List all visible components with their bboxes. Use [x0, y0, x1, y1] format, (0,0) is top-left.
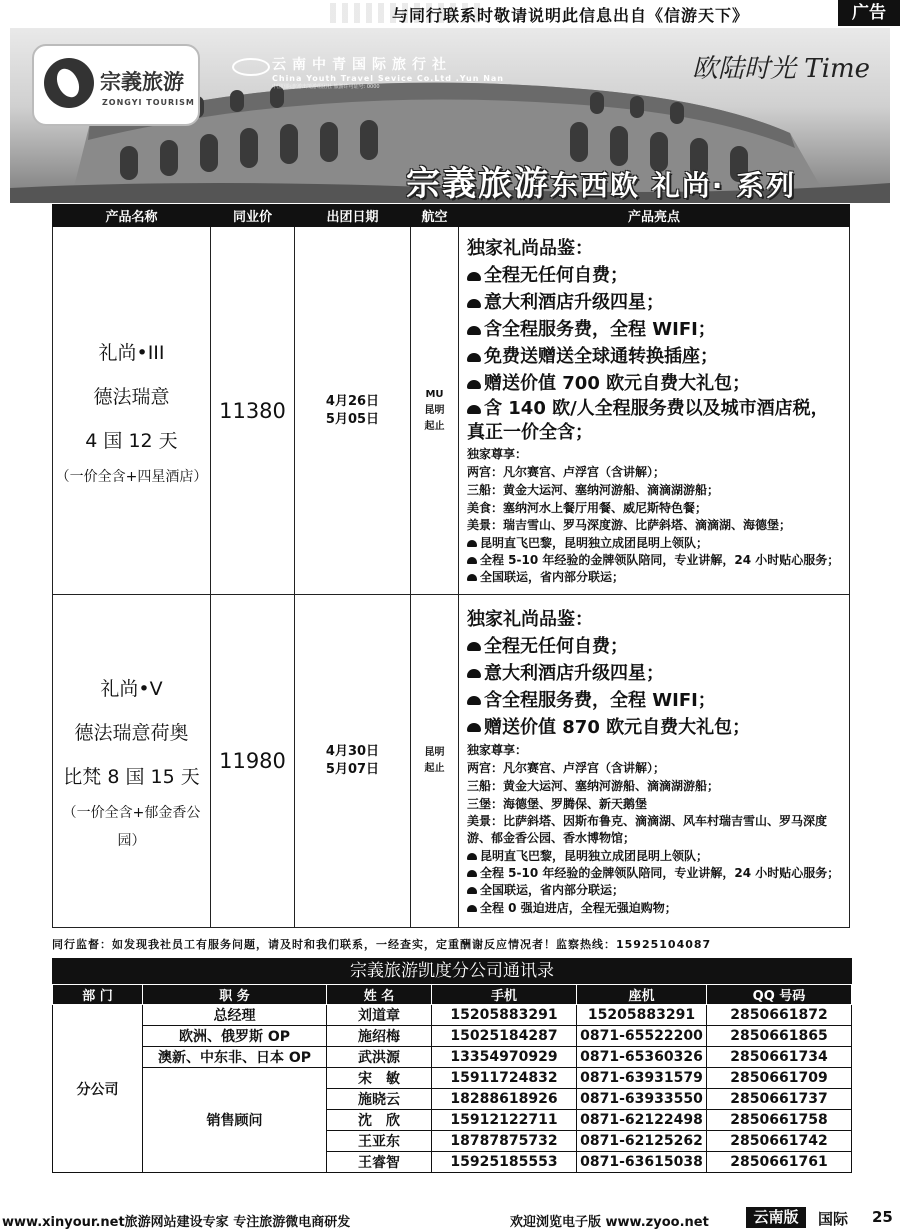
highlight-text: 赠送价值 870 欧元自费大礼包；: [484, 716, 751, 738]
col-department: 部 门: [53, 985, 143, 1005]
product-line: 4 国 12 天: [85, 429, 178, 452]
supervision-notice: 同行监督：如发现我社员工有服务问题，请及时和我们联系，一经查实，定重酬谢反应情况者！监察热线：15925104087: [52, 938, 712, 951]
contact-table: [52, 958, 852, 1173]
page-footer: [0, 1205, 900, 1230]
highlight-item: [467, 343, 841, 370]
europe-time-script: 欧陆时光 Time: [692, 54, 870, 84]
highlight-text: 免费送赠送全球通转换插座；: [484, 346, 718, 367]
highlight-item: [467, 687, 841, 714]
highlight-item: [467, 262, 841, 289]
bullet-icon: [467, 642, 481, 651]
detail-text: 全程 5-10 年经验的金牌领队陪同，专业讲解，24 小时贴心服务；: [480, 865, 840, 880]
bullet-icon: [467, 723, 481, 732]
contact-row: [53, 1005, 852, 1026]
qq-cell: 2850661742: [707, 1131, 852, 1152]
bullet-icon: [467, 574, 477, 581]
name-cell: 武洪源: [327, 1047, 432, 1068]
highlight-text: 全程无任何自费；: [484, 265, 628, 286]
zongyi-logo: [32, 44, 200, 126]
bullet-icon: [467, 540, 477, 547]
highlight-text: 全程无任何自费；: [484, 635, 628, 657]
col-date: 出团日期: [295, 205, 411, 227]
product-price: 11980: [211, 595, 295, 928]
detail-text: 全程 5-10 年经验的金牌领队陪同，专业讲解，24 小时贴心服务；: [480, 553, 840, 567]
detail-item: [467, 865, 841, 899]
agency-block: [232, 54, 504, 90]
product-price: 11380: [211, 227, 295, 595]
col-price: 同业价: [211, 205, 295, 227]
top-banner: [0, 0, 900, 26]
mobile-cell: 15205883291: [432, 1005, 577, 1026]
col-role: 职 务: [143, 985, 327, 1005]
mobile-cell: 15925185553: [432, 1152, 577, 1173]
detail-item: 美景：比萨斜塔、因斯布鲁克、滴滴湖、风车村瑞吉雪山、罗马深度游、郁金香公园、香水博物馆；: [467, 813, 828, 845]
product-name: [53, 227, 211, 595]
date: 4月30日: [325, 744, 380, 759]
detail-item: 独家尊享：: [467, 742, 528, 757]
highlight-text: 意大利酒店升级四星；: [484, 662, 664, 684]
agency-name-cn: 云南中青国际旅行社: [272, 57, 452, 73]
name-cell: 沈 欣: [327, 1110, 432, 1131]
detail-item: [467, 847, 841, 865]
name-cell: 刘道章: [327, 1005, 432, 1026]
department-cell: 分公司: [53, 1005, 143, 1173]
contact-row: [53, 1047, 852, 1068]
highlights: [459, 227, 850, 595]
mobile-cell: 13354970929: [432, 1047, 577, 1068]
qq-cell: 2850661758: [707, 1110, 852, 1131]
detail-item: 三堡：海德堡、罗腾保、新天鹅堡: [467, 796, 648, 811]
edition-badge: 云南版: [746, 1207, 806, 1228]
cyts-logo-icon: [232, 58, 270, 76]
detail-item: 两宫：凡尔赛宫、卢浮宫（含讲解）；: [467, 465, 666, 479]
role-cell: 澳新、中东非、日本 OP: [143, 1047, 327, 1068]
highlight-text: 意大利酒店升级四星；: [484, 292, 664, 313]
date: 5月07日: [325, 762, 380, 777]
qq-cell: 2850661709: [707, 1068, 852, 1089]
name-cell: 王亚东: [327, 1131, 432, 1152]
footprint-logo-icon: [44, 58, 94, 108]
col-qq: QQ 号码: [707, 985, 852, 1005]
contact-row: [53, 1068, 852, 1089]
detail-item: [467, 552, 841, 586]
bullet-icon: [467, 326, 481, 335]
phone-cell: 0871-62125262: [577, 1131, 707, 1152]
tour-row: [53, 595, 850, 928]
series-title: [406, 156, 796, 203]
bullet-icon: [467, 272, 481, 281]
agency-license: 中国国际旅游出境游组团社 旅游许可证号: 0000: [272, 84, 380, 90]
contact-header-row: [53, 985, 852, 1005]
ad-label: 广告: [838, 0, 900, 26]
logo-name: 宗義旅游: [100, 70, 184, 94]
mobile-cell: 15025184287: [432, 1026, 577, 1047]
phone-cell: 0871-65360326: [577, 1047, 707, 1068]
highlight-text: 含全程服务费，全程 WIFI；: [484, 689, 716, 711]
logo-subtitle: ZONGYI TOURISM: [102, 98, 195, 107]
bullet-icon: [467, 887, 477, 894]
detail-text: 全国联运，省内部分联运；: [480, 570, 625, 584]
departure-dates: [295, 595, 411, 928]
detail-text: 全国联运，省内部分联运；: [480, 882, 625, 897]
detail-item: [467, 899, 841, 917]
bullet-icon: [467, 353, 481, 362]
qq-cell: 2850661872: [707, 1005, 852, 1026]
bullet-icon: [467, 696, 481, 705]
name-cell: 施绍梅: [327, 1026, 432, 1047]
qq-cell: 2850661734: [707, 1047, 852, 1068]
role-cell: 销售顾问: [143, 1068, 327, 1173]
highlight-title: 独家礼尚品鉴：: [467, 238, 593, 259]
highlight-item: [467, 397, 841, 445]
col-product-name: 产品名称: [53, 205, 211, 227]
contact-title: 宗義旅游凯度分公司通讯录: [52, 958, 852, 984]
departure-dates: [295, 227, 411, 595]
bullet-icon: [467, 870, 477, 877]
detail-item: [467, 534, 841, 552]
col-airline: 航空: [411, 205, 459, 227]
mobile-cell: 18288618926: [432, 1089, 577, 1110]
name-cell: 宋 敏: [327, 1068, 432, 1089]
bullet-icon: [467, 405, 481, 414]
bullet-icon: [467, 299, 481, 308]
product-name: [53, 595, 211, 928]
product-line: 比梵 8 国 15 天: [63, 766, 200, 788]
footer-left: www.xinyour.net旅游网站建设专家 专注旅游微电商研发: [2, 1215, 351, 1230]
tour-table: [52, 204, 850, 928]
col-highlights: 产品亮点: [459, 205, 850, 227]
product-line: 礼尚•V: [100, 678, 163, 700]
series-sub: 东西欧 礼尚· 系列: [550, 169, 797, 202]
highlight-item: [467, 316, 841, 343]
airline-line: 起止: [424, 763, 445, 774]
role-cell: 欧洲、俄罗斯 OP: [143, 1026, 327, 1047]
mobile-cell: 15912122711: [432, 1110, 577, 1131]
highlights: [459, 595, 850, 928]
contact-row: [53, 1026, 852, 1047]
mobile-cell: 18787875732: [432, 1131, 577, 1152]
highlight-item: [467, 660, 841, 687]
airline: [411, 595, 459, 928]
airline-line: 昆明: [424, 747, 445, 758]
role-cell: 总经理: [143, 1005, 327, 1026]
product-line: 德法瑞意荷奥: [74, 722, 189, 744]
agency-name-en: China Youth Travel Sevice Co.Ltd .Yun Nan: [272, 74, 504, 83]
detail-text: 全程 0 强迫进店，全程无强迫购物；: [480, 900, 677, 915]
qq-cell: 2850661865: [707, 1026, 852, 1047]
airline-line: 昆明: [424, 404, 445, 416]
phone-cell: 0871-65522200: [577, 1026, 707, 1047]
highlight-item: [467, 633, 841, 660]
qq-cell: 2850661761: [707, 1152, 852, 1173]
detail-item: 美景：瑞吉雪山、罗马深度游、比萨斜塔、滴滴湖、海德堡；: [467, 518, 792, 532]
highlight-item: [467, 370, 841, 397]
source-notice: 与同行联系时敬请说明此信息出自《信游天下》: [392, 6, 750, 25]
section-label: 国际: [818, 1210, 849, 1228]
tour-row: [53, 227, 850, 595]
date: 5月05日: [325, 411, 380, 427]
phone-cell: 0871-63615038: [577, 1152, 707, 1173]
tour-header-row: [53, 205, 850, 227]
airline-line: MU: [425, 388, 444, 400]
detail-item: 独家尊享：: [467, 447, 528, 461]
bullet-icon: [467, 380, 481, 389]
col-mobile: 手机: [432, 985, 577, 1005]
date: 4月26日: [325, 393, 380, 409]
highlight-text: 赠送价值 700 欧元自费大礼包；: [484, 373, 751, 394]
detail-text: 昆明直飞巴黎，昆明独立成团昆明上领队；: [480, 848, 709, 863]
highlight-text: 含 140 欧/人全程服务费以及城市酒店税，真正一价全含；: [467, 398, 829, 443]
product-line: 德法瑞意: [93, 385, 170, 408]
detail-item: 三船：黄金大运河、塞纳河游船、滴滴湖游船；: [467, 778, 720, 793]
bullet-icon: [467, 557, 477, 564]
hero-banner: [10, 28, 890, 203]
col-name: 姓 名: [327, 985, 432, 1005]
footer-right: 欢迎浏览电子版 www.zyoo.net: [510, 1215, 709, 1230]
airline-line: 起止: [424, 420, 445, 432]
detail-text: 昆明直飞巴黎，昆明独立成团昆明上领队；: [480, 536, 709, 550]
qq-cell: 2850661737: [707, 1089, 852, 1110]
bullet-icon: [467, 853, 477, 860]
detail-item: 美食：塞纳河水上餐厅用餐、威尼斯特色餐；: [467, 501, 708, 515]
series-main: 宗義旅游: [406, 164, 550, 203]
highlight-item: [467, 289, 841, 316]
product-line: 礼尚•III: [98, 341, 165, 364]
phone-cell: 15205883291: [577, 1005, 707, 1026]
bullet-icon: [467, 669, 481, 678]
page-number: 25: [872, 1208, 893, 1226]
bullet-icon: [467, 905, 477, 912]
name-cell: 王睿智: [327, 1152, 432, 1173]
phone-cell: 0871-62122498: [577, 1110, 707, 1131]
detail-item: 两宫：凡尔赛宫、卢浮宫（含讲解）；: [467, 760, 666, 775]
highlight-text: 含全程服务费，全程 WIFI；: [484, 319, 716, 340]
phone-cell: 0871-63931579: [577, 1068, 707, 1089]
mobile-cell: 15911724832: [432, 1068, 577, 1089]
product-note: （一价全含+四星酒店）: [55, 468, 208, 485]
airline: [411, 227, 459, 595]
phone-cell: 0871-63933550: [577, 1089, 707, 1110]
detail-item: 三船：黄金大运河、塞纳河游船、滴滴湖游船；: [467, 483, 720, 497]
highlight-title: 独家礼尚品鉴：: [467, 608, 593, 630]
highlight-item: [467, 714, 841, 741]
col-phone: 座机: [577, 985, 707, 1005]
product-note: （一价全含+郁金香公园）: [62, 805, 201, 849]
name-cell: 施晓云: [327, 1089, 432, 1110]
